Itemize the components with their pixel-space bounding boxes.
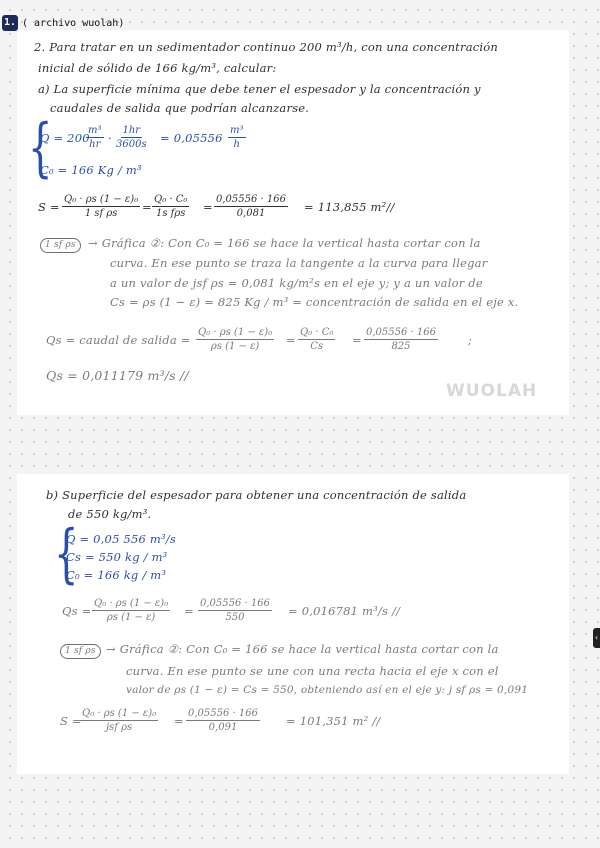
area-lhs: S = xyxy=(38,200,60,214)
problem-statement: 2. Para tratar en un sedimentador continuo 200 m³/h, con una concentración xyxy=(34,40,499,54)
circled-label-b: 1 sf ρs xyxy=(60,642,101,659)
outflow-b-lhs: Qs = xyxy=(62,604,92,618)
question-b-line-2: de 550 kg/m³. xyxy=(68,507,152,521)
flow-rate-lhs: Q = 200 xyxy=(40,131,90,145)
outflow-equals-1: = xyxy=(286,333,296,347)
outflow-fraction-1: $\frac{\text{Q₀ · ρs (1 − ε)₀}}{\rho s (1 - \varepsilon)}$ xyxy=(198,327,273,352)
graph-explanation-a-3: a un valor de jsf ρs = 0,081 kg/m²s en el eje y; y a un valor de xyxy=(110,276,483,290)
outflow-semicolon: ; xyxy=(468,333,473,347)
outflow-b-fraction-1: $\frac{\text{Q₀ · ρs (1 − ε)₀}}{\rho s (1 - \varepsilon)}$ xyxy=(94,598,169,623)
flow-rate-b: Q = 0,05 556 m³/s xyxy=(66,532,176,546)
problem-statement-line-2: inicial de sólido de 166 kg/m³, calcular: xyxy=(38,61,277,75)
graph-explanation-a-1: → Gráfica ②: Con C₀ = 166 se hace la vertical hasta cortar con la xyxy=(88,236,481,250)
graph-explanation-b-2: curva. En ese punto se une con una recta hacia el eje x con el xyxy=(126,664,499,678)
flow-rate-unit: $\frac{\text{m³}}{h}$ xyxy=(230,125,244,150)
outflow-lhs: Qs = caudal de salida = xyxy=(46,333,191,347)
area-b-fraction-2: $\frac{0,05556 \cdot 166}{0,091}$ xyxy=(188,708,258,733)
area-b-result: = 101,351 m² // xyxy=(286,714,381,728)
outflow-fraction-3: $\frac{0,05556 \cdot 166}{825}$ xyxy=(366,327,436,352)
question-b: b) Superficie del espesador para obtener una concentración de salida xyxy=(46,488,467,502)
flow-rate-fraction-1: $\frac{\text{m³}}{hr}$ xyxy=(88,125,102,150)
side-panel-tab[interactable]: ‹ xyxy=(593,628,600,648)
graph-explanation-b-3: valor de ρs (1 − ε) = Cs = 550, obteniendo así en el eje y: j sf ρs = 0,091 xyxy=(126,684,529,696)
question-a: a) La superficie mínima que debe tener el espesador y la concentración y xyxy=(38,82,481,96)
outflow-b-result: = 0,016781 m³/s // xyxy=(288,604,401,618)
outflow-b-equals: = xyxy=(184,604,194,618)
area-result: = 113,855 m²// xyxy=(304,200,395,214)
flow-rate-fraction-2: $\frac{1hr}{3600s}$ xyxy=(116,125,147,150)
outflow-result: Qs = 0,011179 m³/s // xyxy=(46,368,189,383)
area-fraction-3: $\frac{0,05556 \cdot 166}{0,081}$ xyxy=(216,194,286,219)
area-equals-2: = xyxy=(203,200,213,214)
area-b-fraction-1: Q₀ · ρs (1 − ε)₀ jsf ρs xyxy=(82,708,157,733)
circled-label-a: 1 sf ρs xyxy=(40,236,81,253)
area-b-lhs: S = xyxy=(60,714,82,728)
graph-explanation-a-4: Cs = ρs (1 − ε) = 825 Kg / m³ = concentración de salida en el eje x. xyxy=(110,295,519,309)
outlet-concentration-b: Cs = 550 kg / m³ xyxy=(66,550,168,564)
graph-explanation-a-2: curva. En ese punto se traza la tangente a la curva para llegar xyxy=(110,256,488,270)
graph-explanation-b-1: → Gráfica ②: Con C₀ = 166 se hace la vertical hasta cortar con la xyxy=(106,642,499,656)
wuolah-watermark: WUOLAH xyxy=(446,381,538,401)
question-a-line-2: caudales de salida que podrían alcanzarse. xyxy=(50,101,310,115)
outflow-equals-2: = xyxy=(352,333,362,347)
area-fraction-2: Q₀ · C₀ 1s fρs xyxy=(154,194,188,219)
area-equals-1: = xyxy=(142,200,152,214)
flow-rate-result: = 0,05556 xyxy=(160,131,223,145)
outflow-fraction-2: $\frac{\text{Q₀ · C₀}}{Cs}$ xyxy=(300,327,334,352)
page-number-badge: 1. xyxy=(2,15,18,31)
data-brace-a: { xyxy=(28,111,53,185)
area-b-equals: = xyxy=(174,714,184,728)
initial-concentration: C₀ = 166 Kg / m³ xyxy=(40,163,142,177)
data-brace-b: { xyxy=(54,517,79,591)
initial-concentration-b: C₀ = 166 kg / m³ xyxy=(66,568,167,582)
outflow-b-fraction-2: $\frac{0,05556 \cdot 166}{550}$ xyxy=(200,598,270,623)
header-label: ( archivo wuolah) xyxy=(22,17,125,29)
flow-rate-dot: · xyxy=(108,131,112,145)
area-fraction-1: $\frac{\text{Q₀ · ρs (1 − ε)₀}}{\text{1 sf ρs}}$ xyxy=(64,194,139,219)
